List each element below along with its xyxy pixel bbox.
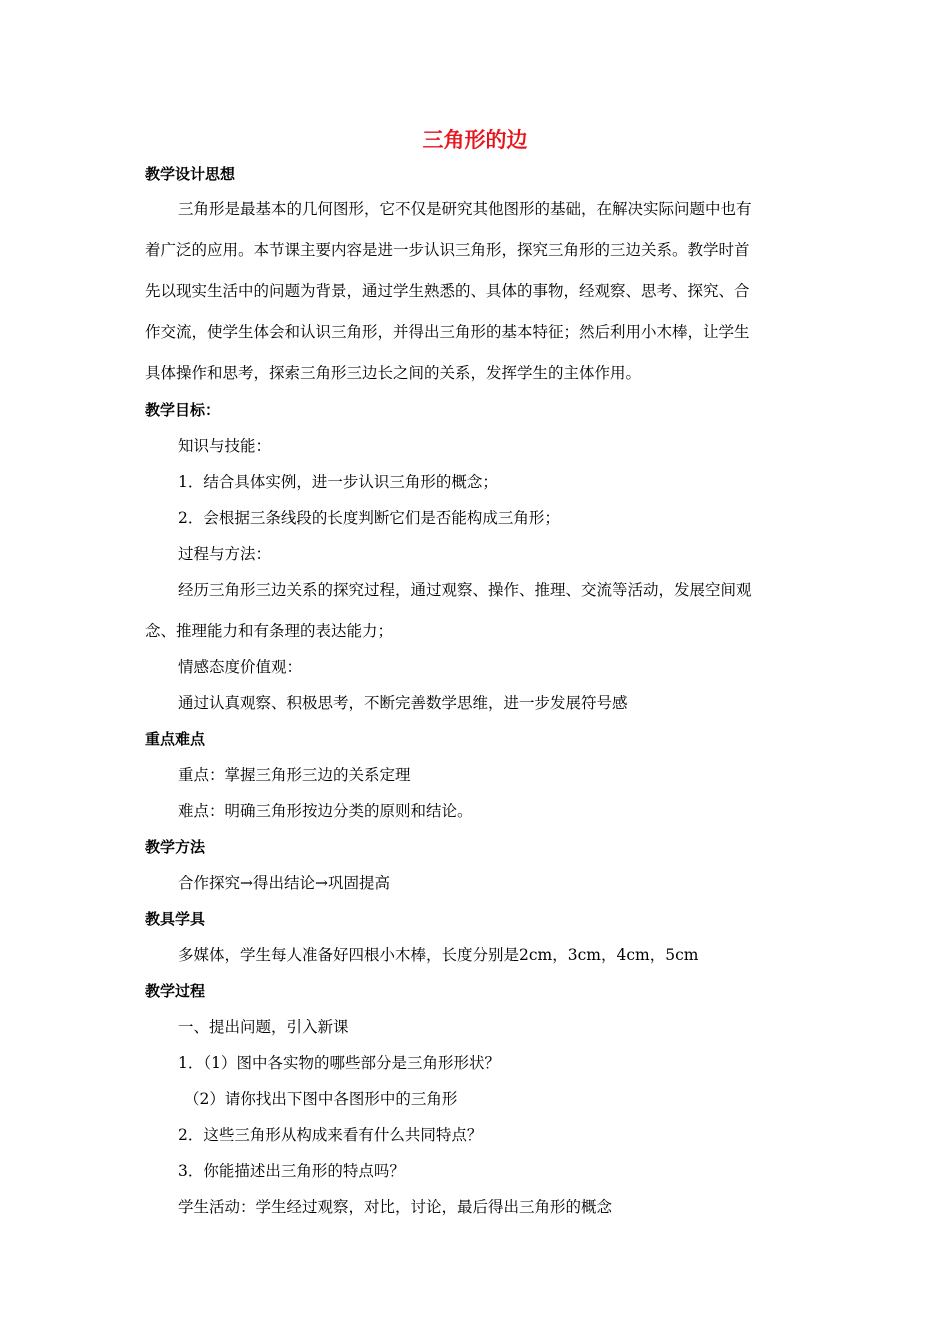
process-question: （2）请你找出下图中各图形中的三角形 [184,1090,458,1108]
paragraph-line: 三角形是最基本的几何图形，它不仅是研究其他图形的基础，在解决实际问题中也有 [178,200,752,218]
section-heading-design: 教学设计思想 [145,165,236,183]
tools-text: 多媒体，学生每人准备好四根小木棒，长度分别是2cm，3cm，4cm，5cm [178,946,699,964]
section-heading-process: 教学过程 [145,982,206,1000]
goals-process-text: 念、推理能力和有条理的表达能力； [145,622,394,640]
goals-process-label: 过程与方法： [178,545,272,563]
goals-emotion-label: 情感态度价值观： [178,658,303,676]
section-heading-tools: 教具学具 [145,910,206,928]
paragraph-line: 作交流，使学生体会和认识三角形，并得出三角形的基本特征；然后利用小木棒，让学生 [145,323,750,341]
key-point-text: 重点：掌握三角形三边的关系定理 [178,766,411,784]
section-heading-method: 教学方法 [145,838,206,856]
section-heading-key-points: 重点难点 [145,730,206,748]
goals-knowledge-item: 1．结合具体实例，进一步认识三角形的概念； [178,473,498,491]
goals-knowledge-label: 知识与技能： [178,437,272,455]
page-title: 三角形的边 [422,128,528,152]
paragraph-line: 着广泛的应用。本节课主要内容是进一步认识三角形，探究三角形的三边关系。教学时首 [145,241,750,259]
paragraph-line: 先以现实生活中的问题为背景，通过学生熟悉的、具体的事物，经观察、思考、探究、合 [145,282,750,300]
process-step: 一、提出问题，引入新课 [178,1018,349,1036]
paragraph-line: 具体操作和思考，探索三角形三边长之间的关系，发挥学生的主体作用。 [145,364,642,382]
process-question: 1．（1）图中各实物的哪些部分是三角形形状？ [178,1054,500,1072]
goals-emotion-text: 通过认真观察、积极思考，不断完善数学思维，进一步发展符号感 [178,694,628,712]
process-question: 3．你能描述出三角形的特点吗？ [178,1162,405,1180]
section-heading-goals: 教学目标： [145,401,221,419]
difficult-point-text: 难点：明确三角形按边分类的原则和结论。 [178,802,473,820]
method-text: 合作探究→得出结论→巩固提高 [178,874,390,892]
process-question: 2．这些三角形从构成来看有什么共同特点？ [178,1126,483,1144]
process-activity: 学生活动：学生经过观察，对比，讨论，最后得出三角形的概念 [178,1198,613,1216]
goals-knowledge-item: 2．会根据三条线段的长度判断它们是否能构成三角形； [178,509,560,527]
goals-process-text: 经历三角形三边关系的探究过程，通过观察、操作、推理、交流等活动，发展空间观 [178,581,752,599]
